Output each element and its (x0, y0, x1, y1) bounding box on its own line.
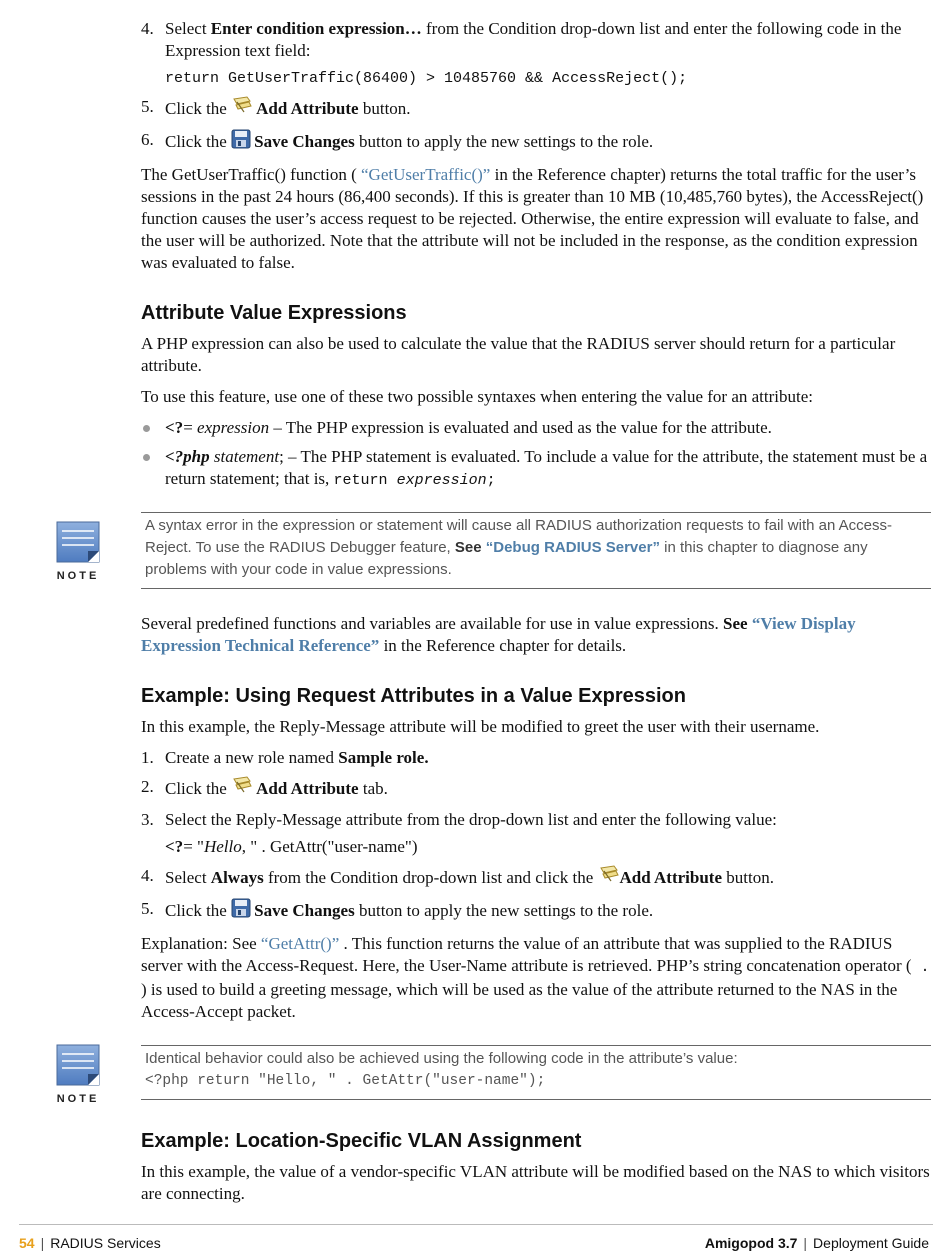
save-disk-icon (231, 129, 251, 155)
paragraph: To use this feature, use one of these two possible syntaxes when entering the value for an attribute: (141, 387, 814, 406)
inline-code: . (911, 959, 930, 976)
italic-text: Hello (203, 837, 242, 856)
footer-product: Amigopod 3.7 (704, 1235, 798, 1251)
step-text: from the Condition drop-down list and enter the following code in the Expression text field: (165, 19, 902, 60)
step-number: 4. (141, 866, 154, 885)
link-getusertraffic[interactable]: “GetUserTraffic()” (361, 165, 491, 184)
see-text: See (723, 614, 752, 633)
code-block (141, 67, 931, 90)
bullet-item (141, 446, 931, 492)
footer-separator: | (40, 1235, 45, 1251)
note-code: <?php return "Hello, " . GetAttr("user-name"); (145, 1073, 546, 1089)
example-step-4 (141, 865, 931, 891)
bullet-item (141, 417, 931, 439)
step-number: 5. (141, 899, 154, 918)
text: in this chapter to diagnose any problems with your code in value expressions. (145, 539, 868, 578)
add-attribute-icon (231, 96, 253, 122)
link-debug-radius-server[interactable]: “Debug RADIUS Server” (485, 539, 660, 556)
step-number: 5. (141, 97, 154, 116)
syntax-bold: <?php (165, 447, 210, 466)
add-attribute-icon (598, 865, 620, 891)
step-bold: Add Attribute (256, 779, 359, 798)
save-disk-icon (231, 898, 251, 924)
text: , " . GetAttr("user-name") (241, 837, 418, 856)
footer-divider (19, 1224, 933, 1225)
step-text: Click the (165, 99, 232, 118)
step-text: Select (165, 868, 211, 887)
step-text: Create a new role named (165, 748, 339, 767)
step-6-top (141, 129, 931, 155)
paragraph: In this example, the Reply-Message attribute will be modified to greet the user with their username. (141, 717, 820, 736)
text: = (183, 418, 198, 437)
text: A syntax error in the expression or statement will cause all RADIUS authorization requests to fail with an Access-Reject. To use the RADIUS Debugger feature, (145, 517, 893, 556)
bullet-dot (143, 425, 150, 432)
step-4-top (141, 18, 931, 62)
step-bold: Enter condition expression… (210, 19, 422, 38)
footer-right (705, 1234, 929, 1252)
code-expression: return GetUserTraffic(86400) > 10485760 && AccessReject(); (165, 70, 688, 87)
step-bold: Add Attribute (256, 99, 359, 118)
link-getattr[interactable]: “GetAttr()” (260, 934, 340, 953)
step-text: Click the (165, 779, 232, 798)
section-heading-request-attributes: Example: Using Request Attributes in a Value Expression (141, 685, 686, 707)
inline-code: ; (486, 472, 496, 489)
text: – The PHP expression is evaluated and used as the value for the attribute. (269, 418, 772, 437)
predefined-paragraph (141, 613, 931, 657)
value-line (141, 836, 931, 858)
example-step-1 (141, 747, 931, 769)
text: ) is used to build a greeting message, which will be used as the value of the attribute returned to the NAS in the Access-Accept packet. (141, 980, 898, 1021)
text: in the Reference chapter for details. (379, 636, 627, 655)
page-number: 54 (19, 1235, 35, 1251)
step-number: 2. (141, 777, 154, 796)
see-text: See (454, 539, 486, 556)
note-box (56, 512, 931, 589)
step-text: button to apply the new settings to the role. (354, 132, 654, 151)
step-text: button to apply the new settings to the role. (354, 901, 654, 920)
step-text: button. (358, 99, 411, 118)
note-text: Identical behavior could also be achieved using the following code in the attribute’s value: (145, 1050, 738, 1067)
step-number: 4. (141, 19, 154, 38)
step-text: Click the (165, 132, 232, 151)
step-text: tab. (358, 779, 388, 798)
text: Explanation: See (141, 934, 261, 953)
traffic-paragraph (141, 164, 931, 274)
paragraph: A PHP expression can also be used to calculate the value that the RADIUS server should return for a particular attribute. (141, 334, 896, 375)
inline-code-italic: expression (396, 472, 487, 489)
note-label: NOTE (56, 570, 100, 582)
inline-code: return (333, 472, 397, 489)
text: ; – The PHP statement is evaluated. To include a value for the attribute, the statement must be a return statement; that is, (165, 447, 928, 488)
example-step-3 (141, 809, 931, 831)
note-icon (56, 1044, 100, 1086)
note-text (145, 515, 931, 581)
step-bold: Save Changes (254, 132, 355, 151)
note-label: NOTE (56, 1093, 100, 1105)
step-bold: Save Changes (254, 901, 355, 920)
syntax-italic: expression (197, 418, 270, 437)
example-step-5 (141, 898, 931, 924)
syntax-italic: statement (209, 447, 280, 466)
note-icon-block (55, 1044, 101, 1105)
note-icon (56, 521, 100, 563)
paragraph: In this example, the value of a vendor-specific VLAN attribute will be modified based on the NAS to which visitors are connecting. (141, 1162, 930, 1203)
footer-doc-title: Deployment Guide (813, 1235, 929, 1251)
example-step-2 (141, 776, 931, 802)
step-5-top (141, 96, 931, 122)
text: in the Reference chapter) returns the total traffic for the user’s sessions in the past 24 hours (86,400 seconds). If this is greater than 10 MB (10,485,760 bytes), the AccessReject() function causes the user’s access request to be rejected. Otherwise, the entire expression will evaluate to false, and the user will be authorized. Note that the attribute will not be included in the response, as the condition expression was evaluated to false. (141, 165, 924, 272)
text: Several predefined functions and variables are available for use in value expressions. (141, 614, 724, 633)
step-text: from the Condition drop-down list and click the (263, 868, 598, 887)
text: . This function returns the value of an attribute that was supplied to the RADIUS server with the Access-Request. Here, the User-Name attribute is retrieved. PHP’s string concatenation operator ( (141, 934, 912, 975)
step-text: Select (165, 19, 211, 38)
section-heading-vlan-assignment: Example: Location-Specific VLAN Assignment (141, 1130, 582, 1152)
step-text: button. (722, 868, 774, 887)
step-number: 1. (141, 748, 154, 767)
step-text: Select the Reply-Message attribute from the drop-down list and enter the following value: (165, 810, 777, 829)
add-attribute-icon (231, 776, 253, 802)
bullet-dot (143, 454, 150, 461)
footer-left (19, 1234, 161, 1252)
text: = " (183, 837, 204, 856)
explanation-paragraph (141, 933, 931, 1023)
text: The GetUserTraffic() function ( (141, 165, 361, 184)
step-text: Click the (165, 901, 232, 920)
footer-section-title: RADIUS Services (50, 1235, 161, 1251)
section-heading-attribute-value-expressions: Attribute Value Expressions (141, 302, 407, 324)
step-bold: Always (210, 868, 264, 887)
note-box (56, 1045, 931, 1105)
syntax-bold: <? (165, 837, 184, 856)
link-view-display-expression-reference[interactable]: “View Display Expression Technical Reference” (141, 614, 856, 655)
step-bold: Sample role. (338, 748, 429, 767)
step-number: 6. (141, 130, 154, 149)
syntax-bold: <? (165, 418, 184, 437)
step-bold: Add Attribute (619, 868, 722, 887)
page-content (56, 18, 931, 1205)
footer-separator: | (803, 1235, 808, 1251)
note-icon-block (55, 521, 101, 582)
step-number: 3. (141, 810, 154, 829)
